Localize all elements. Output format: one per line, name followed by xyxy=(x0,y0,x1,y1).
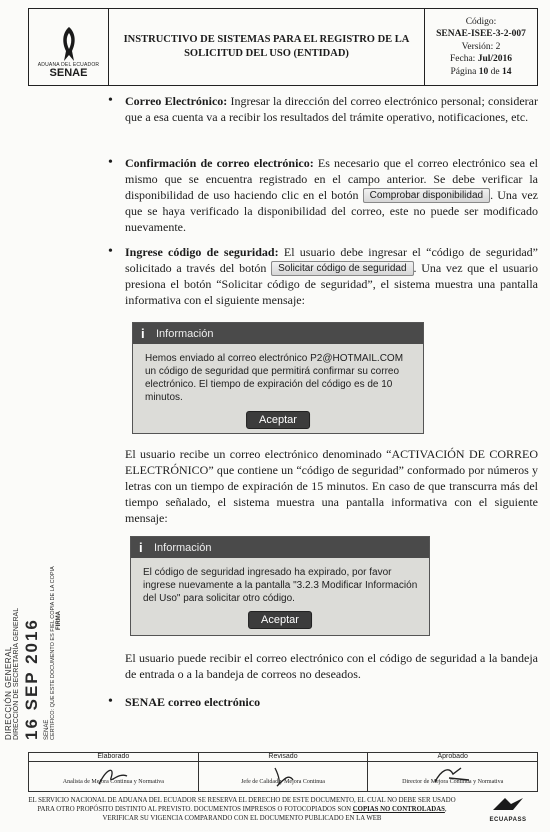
stamp-date: 16 SEP 2016 xyxy=(22,618,41,740)
document-metadata xyxy=(425,9,537,85)
bullet-marker: • xyxy=(108,244,113,259)
date: Fecha: Jul/2016 xyxy=(449,54,512,65)
info-icon: i xyxy=(141,326,145,341)
page-number: Página 10 de 14 xyxy=(450,66,512,77)
signature-cell-aprobado: Aprobado Director de Mejora Continua y Normativa xyxy=(368,753,537,791)
footer-disclaimer: EL SERVICIO NACIONAL DE ADUANA DEL ECUADOR SE RESERVA EL DERECHO DE ESTE DOCUMENTO, EL CUAL NO DEBE SER USADO PARA OTRO PROPÓSITO DISTINTO AL PREVISTO. DOCUMENTOS IMPRESOS O FOTOCOPIADOS SON COPIAS NO CONTROLADAS, VERIFICAR SU VIGENCIA COMPARANDO CON EL DOCUMENTO PUBLICADO EN LA WEB xyxy=(28,797,456,822)
activation-paragraph: El usuario recibe un correo electrónico denominado “ACTIVACIÓN DE CORREO ELECTRÓNICO” que contiene un “código de seguridad” conformado por números y letras con un tiempo de expiración de 15 minutos. En caso de que transcurra más del tiempo señalado, el sistema muestra una pantalla informativa con el siguiente mensaje: xyxy=(125,447,538,525)
dialog-titlebar xyxy=(131,537,429,558)
logo-wordmark: SENAE xyxy=(49,67,88,79)
version: Versión: 2 xyxy=(461,41,501,52)
accept-button[interactable]: Aceptar xyxy=(248,611,312,629)
bullet-correo: Correo Electrónico: Ingresar la dirección del correo electrónico personal; considerar que a esa cuenta va a recibir los resultados del trámite operativo, notificaciones, etc. xyxy=(125,94,538,124)
dialog-title: Información xyxy=(154,541,212,554)
certification-stamp: DIRECCIÓN GENERAL DIRECCIÓN DE SECRETARÍA GENERAL 16 SEP 2016 SENAE CERTIFICO: QUE ESTE DOCUMENTO ES FIEL COPIA DE LA COPIA FIRMA xyxy=(0,540,118,740)
dialog-message: Hemos enviado al correo electrónico P2@HOTMAIL.COM un código de seguridad que permitirá confirmar su correo electrónico. El tiempo de expiración del código es de 10 minutos. xyxy=(145,353,404,403)
code-value: SENAE-ISEE-3-2-007 xyxy=(436,29,526,40)
bullet-senae-correo: SENAE correo electrónico xyxy=(125,695,261,709)
senae-logo xyxy=(29,9,109,85)
document-title: INSTRUCTIVO DE SISTEMAS PARA EL REGISTRO DE LA SOLICITUD DEL USO (ENTIDAD) xyxy=(109,9,425,85)
signature-cell-elaborado: Elaborado Analista de Mejora Continua y Normativa xyxy=(29,753,199,791)
senae-emblem-icon xyxy=(56,25,82,63)
info-icon: i xyxy=(139,540,143,555)
dialog-message: El código de seguridad ingresado ha expirado, por favor ingrese nuevamente a la pantalla "3.2.3 Modificar Información del Uso" para solicitar otro código. xyxy=(143,567,418,604)
signature-table xyxy=(28,752,538,792)
info-dialog-code-sent xyxy=(132,322,424,434)
info-dialog-code-expired xyxy=(130,536,430,636)
dialog-titlebar xyxy=(133,323,423,344)
signature-cell-revisado: Revisado Jefe de Calidad y Mejora Continua xyxy=(199,753,369,791)
bullet-confirmacion: Confirmación de correo electrónico: Es necesario que el correo electrónico sea el mismo que se encuentra registrado en el campo anterior. Se debe verificar la disponibilidad de uso haciendo clic en el botón Comprobar disponibilidad . Una vez que se haya verificado la disponibilidad del correo, este no puede ser modificado nuevamente. xyxy=(125,156,538,234)
check-availability-button[interactable]: Comprobar disponibilidad xyxy=(363,188,490,203)
ecuapass-logo: ECUAPASS xyxy=(478,796,538,823)
ecuapass-emblem-icon xyxy=(491,796,525,812)
accept-button[interactable]: Aceptar xyxy=(246,411,310,429)
request-code-button[interactable]: Solicitar código de seguridad xyxy=(271,261,413,276)
code-label: Código: xyxy=(465,17,497,28)
logo-caption: ADUANA DEL ECUADOR xyxy=(37,61,100,68)
bullet-codigo: Ingrese código de seguridad: El usuario debe ingresar el “código de seguridad” solicitado a través del botón Solicitar código de seguridad . Una vez que el usuario presiona el botón “Solicitar código de seguridad”, el sistema muestra una pantalla informativa con el siguiente mensaje: xyxy=(125,245,538,307)
bullet-marker: • xyxy=(108,155,113,170)
dialog-title: Información xyxy=(156,327,214,340)
inbox-paragraph: El usuario puede recibir el correo electrónico con el código de seguridad a la bandeja de entrada o a la bandeja de correos no deseados. xyxy=(125,651,538,681)
bullet-marker: • xyxy=(108,93,113,108)
document-header xyxy=(28,8,538,86)
bullet-marker: • xyxy=(108,694,113,709)
